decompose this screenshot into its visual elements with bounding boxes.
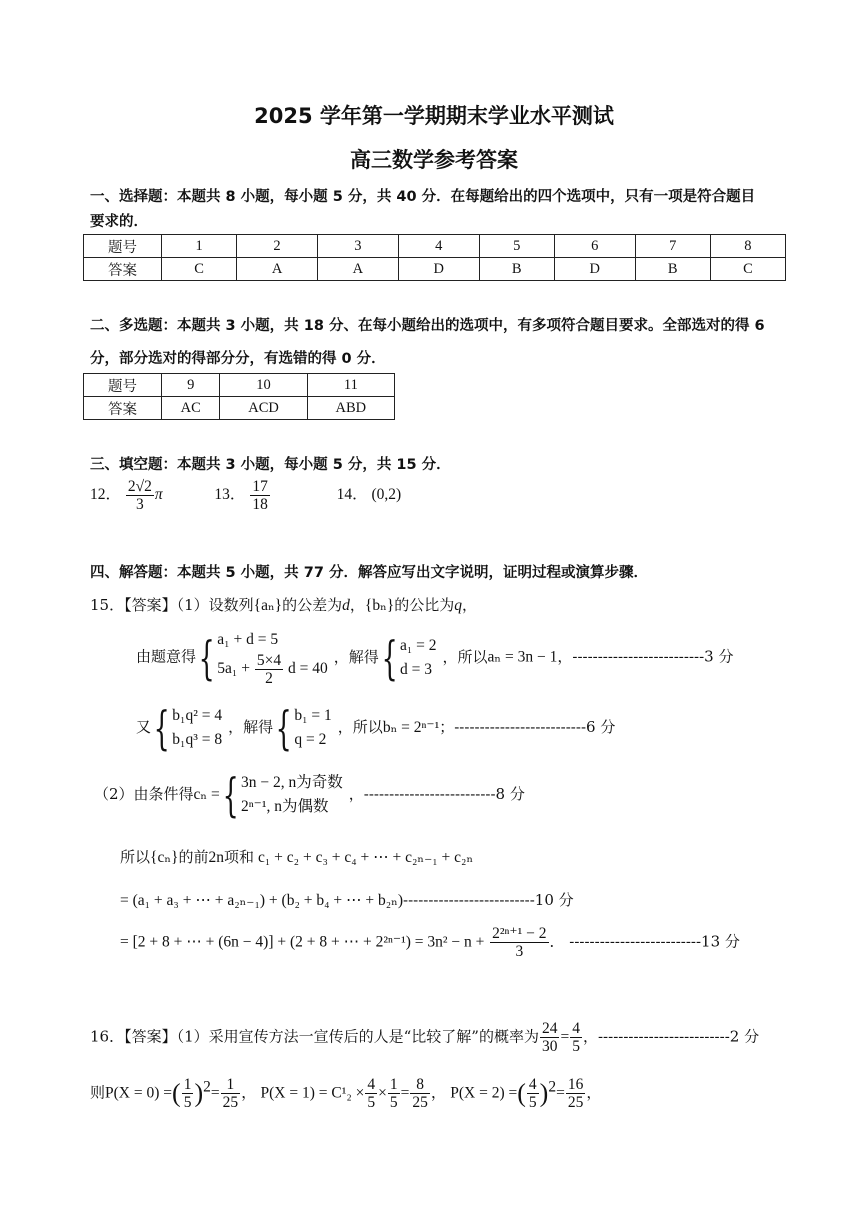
fraction: $\frac{4}{5}$ [528, 1076, 537, 1111]
q14-label: 14． [336, 486, 368, 504]
table-cell: 题号 [84, 235, 162, 258]
score-marker: ，--------------------------3 分 [557, 647, 734, 666]
q15-step1 [136, 628, 733, 687]
section2-header-line1: 二、多选题：本题共 3 小题，共 18 分、在每小题给出的选项中，有多项符合题目要求。全部选对的得 6 [90, 318, 765, 334]
table-cell: C [710, 258, 785, 281]
section1-header-line1: 一、选择题：本题共 8 小题，每小题 5 分，共 40 分．在每题给出的四个选项中，只有一项是符合题目 [90, 189, 756, 205]
equation: b₁q³ = 8 [172, 731, 223, 748]
table-cell: 4 [398, 235, 479, 258]
score-marker: ，--------------------------2 分 [582, 1027, 760, 1046]
text: ，所以 [337, 718, 383, 736]
text: 又 [136, 718, 152, 736]
table-cell: 3 [317, 235, 398, 258]
equals: = [560, 1028, 570, 1046]
section1-header-line2: 要求的． [90, 214, 148, 230]
fill-in-answers [90, 478, 401, 513]
text: 项和 [224, 848, 255, 866]
section4-header: 四、解答题：本题共 5 小题，共 77 分．解答应写出文字说明，证明过程或演算步骤． [90, 565, 648, 581]
fraction: $\frac{5\times 4}{2}$ [256, 652, 282, 687]
text: ， [586, 1083, 602, 1102]
page-subtitle: 高三数学参考答案 [350, 148, 518, 172]
paren: ( [517, 1078, 526, 1108]
fraction: $\frac{8}{25}$ [412, 1076, 428, 1111]
solution-system [400, 634, 437, 682]
table-cell: 5 [479, 235, 554, 258]
text: ， [462, 596, 478, 614]
q12-label: 12． [90, 486, 122, 504]
fraction: $\frac{1}{5}$ [389, 1076, 398, 1111]
fraction: $\frac{4}{5}$ [572, 1020, 580, 1055]
case: 3n − 2, n为奇数 [241, 774, 343, 791]
equation-system [172, 704, 222, 752]
text: ，解得 [228, 718, 274, 736]
table-cell: C [162, 258, 237, 281]
equation-part: d = 40 [287, 660, 328, 678]
equals: = [400, 1084, 410, 1102]
section2-answer-table [83, 373, 395, 420]
equation-part: 5a₁ + [217, 660, 250, 678]
fraction: $\frac{4}{5}$ [367, 1076, 376, 1111]
equation: d = 3 [400, 660, 432, 678]
paren: ( [172, 1078, 181, 1108]
equation: q = 2 [294, 731, 327, 748]
fraction: $\frac{24}{30}$ [541, 1020, 558, 1055]
table-cell: 10 [220, 374, 307, 397]
table-cell: 8 [710, 235, 785, 258]
q15-part2 [94, 768, 525, 822]
text: 由题意得 [136, 647, 197, 666]
text: 的前 [178, 848, 209, 866]
equals: = [556, 1084, 565, 1102]
table-cell: ACD [220, 397, 307, 420]
prob-expr: ， P(X = 2) = [430, 1084, 518, 1102]
table-cell: 答案 [84, 397, 162, 420]
text: 的公差为 [282, 596, 343, 614]
table-cell: ABD [307, 397, 394, 420]
table-cell: 题号 [84, 374, 162, 397]
seq-b: {bₙ} [364, 597, 395, 614]
table-cell: B [479, 258, 554, 281]
q12-fraction: $\frac{2√2}{3}$ [127, 478, 152, 513]
fraction: $\frac{1}{25}$ [222, 1076, 239, 1111]
q15-sum-line1 [120, 846, 473, 867]
fraction: $\frac{\text{2²ⁿ⁺¹ − 2}}{3}$ [492, 925, 547, 960]
table-cell: A [317, 258, 398, 281]
table-cell: AC [162, 397, 220, 420]
var-2n: 2n [208, 849, 224, 866]
table-cell: 答案 [84, 258, 162, 281]
result: bₙ = 2ⁿ⁻¹ [382, 719, 440, 736]
prob-expr: ， P(X = 1) = C¹₂ × [241, 1084, 365, 1102]
equals: = [210, 1084, 220, 1102]
fraction: $\frac{16}{25}$ [567, 1076, 584, 1111]
score-marker: --------------------------10 分 [403, 891, 574, 909]
case: 2ⁿ⁻¹, n为偶数 [241, 798, 329, 815]
equation: a₁ = 2 [400, 636, 437, 654]
table-cell: 2 [237, 235, 318, 258]
solution-system [294, 704, 331, 752]
table-cell: B [635, 258, 710, 281]
q15-step2 [136, 701, 616, 755]
q13-label: 13． [214, 486, 246, 504]
q15-line1 [90, 594, 477, 615]
table-cell: 1 [162, 235, 237, 258]
table-cell: 11 [307, 374, 394, 397]
table-cell: D [554, 258, 635, 281]
equation: b₁q² = 4 [172, 707, 223, 724]
equation: a₁ + d = 5 [217, 631, 279, 648]
expression: = (a₁ + a₃ + ⋯ + a₂ₙ₋₁) + (b₂ + b₄ + ⋯ + b₂ₙ) [120, 892, 404, 909]
brace: { [222, 768, 239, 822]
q16-line2: 则P(X = 0) =( $\frac{1}{5}$ )$^2$= $\frac{1}{25}$ ， P(X = 1) = C¹₂ × $\frac{4}{5}$ × $\frac{1}{5}$ = $\frac{8}{25}$ ， P(X = 2) =( $\frac{4}{5}$ )$^2$= $\frac{16}{25}$ ， [90, 1076, 602, 1111]
q15-sum-line3 [120, 925, 740, 960]
prob-expr: P(X = 0) = [105, 1084, 173, 1102]
brace: { [275, 701, 292, 755]
table-row [84, 258, 786, 281]
text: ， [349, 596, 365, 614]
seq-c: {cₙ} [150, 849, 179, 866]
expression: = [2 + 8 + ⋯ + (6n − 4)] + (2 + 8 + ⋯ + 2²ⁿ⁻¹) = 3n² − n + [120, 933, 485, 951]
text: （2）由条件得 [94, 785, 194, 803]
q13-fraction: $\frac{17}{18}$ [252, 478, 268, 513]
table-row [84, 397, 395, 420]
sum-expression: c₁ + c₂ + c₃ + c₄ + ⋯ + c₂ₙ₋₁ + c₂ₙ [258, 849, 474, 866]
piecewise [241, 771, 343, 819]
table-cell: 7 [635, 235, 710, 258]
seq-a: {aₙ} [253, 597, 283, 614]
score-marker: ． --------------------------13 分 [549, 932, 740, 951]
q15-label: 15．【答案】（1）设数列 [90, 596, 254, 614]
paren: ) [194, 1078, 204, 1108]
times: × [378, 1084, 387, 1102]
text: 所以 [120, 848, 151, 866]
section1-answer-table [83, 234, 786, 281]
table-row [84, 235, 786, 258]
var-d: d [342, 597, 350, 614]
cn-def: cₙ = [193, 786, 220, 803]
page-title: 2025 学年第一学期期末学业水平测试 [254, 104, 614, 128]
q15-sum-line2 [120, 889, 574, 910]
text: ，所以 [442, 647, 488, 666]
section2-header-line2: 分，部分选对的得部分分，有选错的得 0 分． [90, 351, 386, 367]
q16-line1 [90, 1020, 759, 1055]
var-q: q [454, 597, 462, 614]
table-cell: 6 [554, 235, 635, 258]
table-cell: 9 [162, 374, 220, 397]
q12-pi: π [154, 486, 163, 504]
text: ，解得 [333, 647, 379, 666]
table-cell: D [398, 258, 479, 281]
score-marker: ；--------------------------6 分 [439, 718, 616, 736]
brace: { [198, 630, 215, 685]
brace: { [153, 701, 170, 755]
score-marker: ，--------------------------8 分 [348, 785, 525, 803]
equation-system [217, 628, 327, 687]
text: 的公比为 [394, 596, 455, 614]
table-cell: A [237, 258, 318, 281]
q16-label: 16．【答案】（1）采用宣传方法一宣传后的人是“比较了解”的概率为 [90, 1027, 539, 1046]
equation: b₁ = 1 [294, 707, 332, 724]
brace: { [381, 630, 398, 685]
table-row [84, 374, 395, 397]
section3-header: 三、填空题：本题共 3 小题，每小题 5 分，共 15 分． [90, 457, 451, 473]
text: 则 [90, 1083, 106, 1102]
result: aₙ = 3n − 1 [487, 648, 558, 666]
q14-answer: (0,2) [371, 486, 402, 504]
paren: ) [539, 1078, 549, 1108]
fraction: $\frac{1}{5}$ [183, 1076, 192, 1111]
